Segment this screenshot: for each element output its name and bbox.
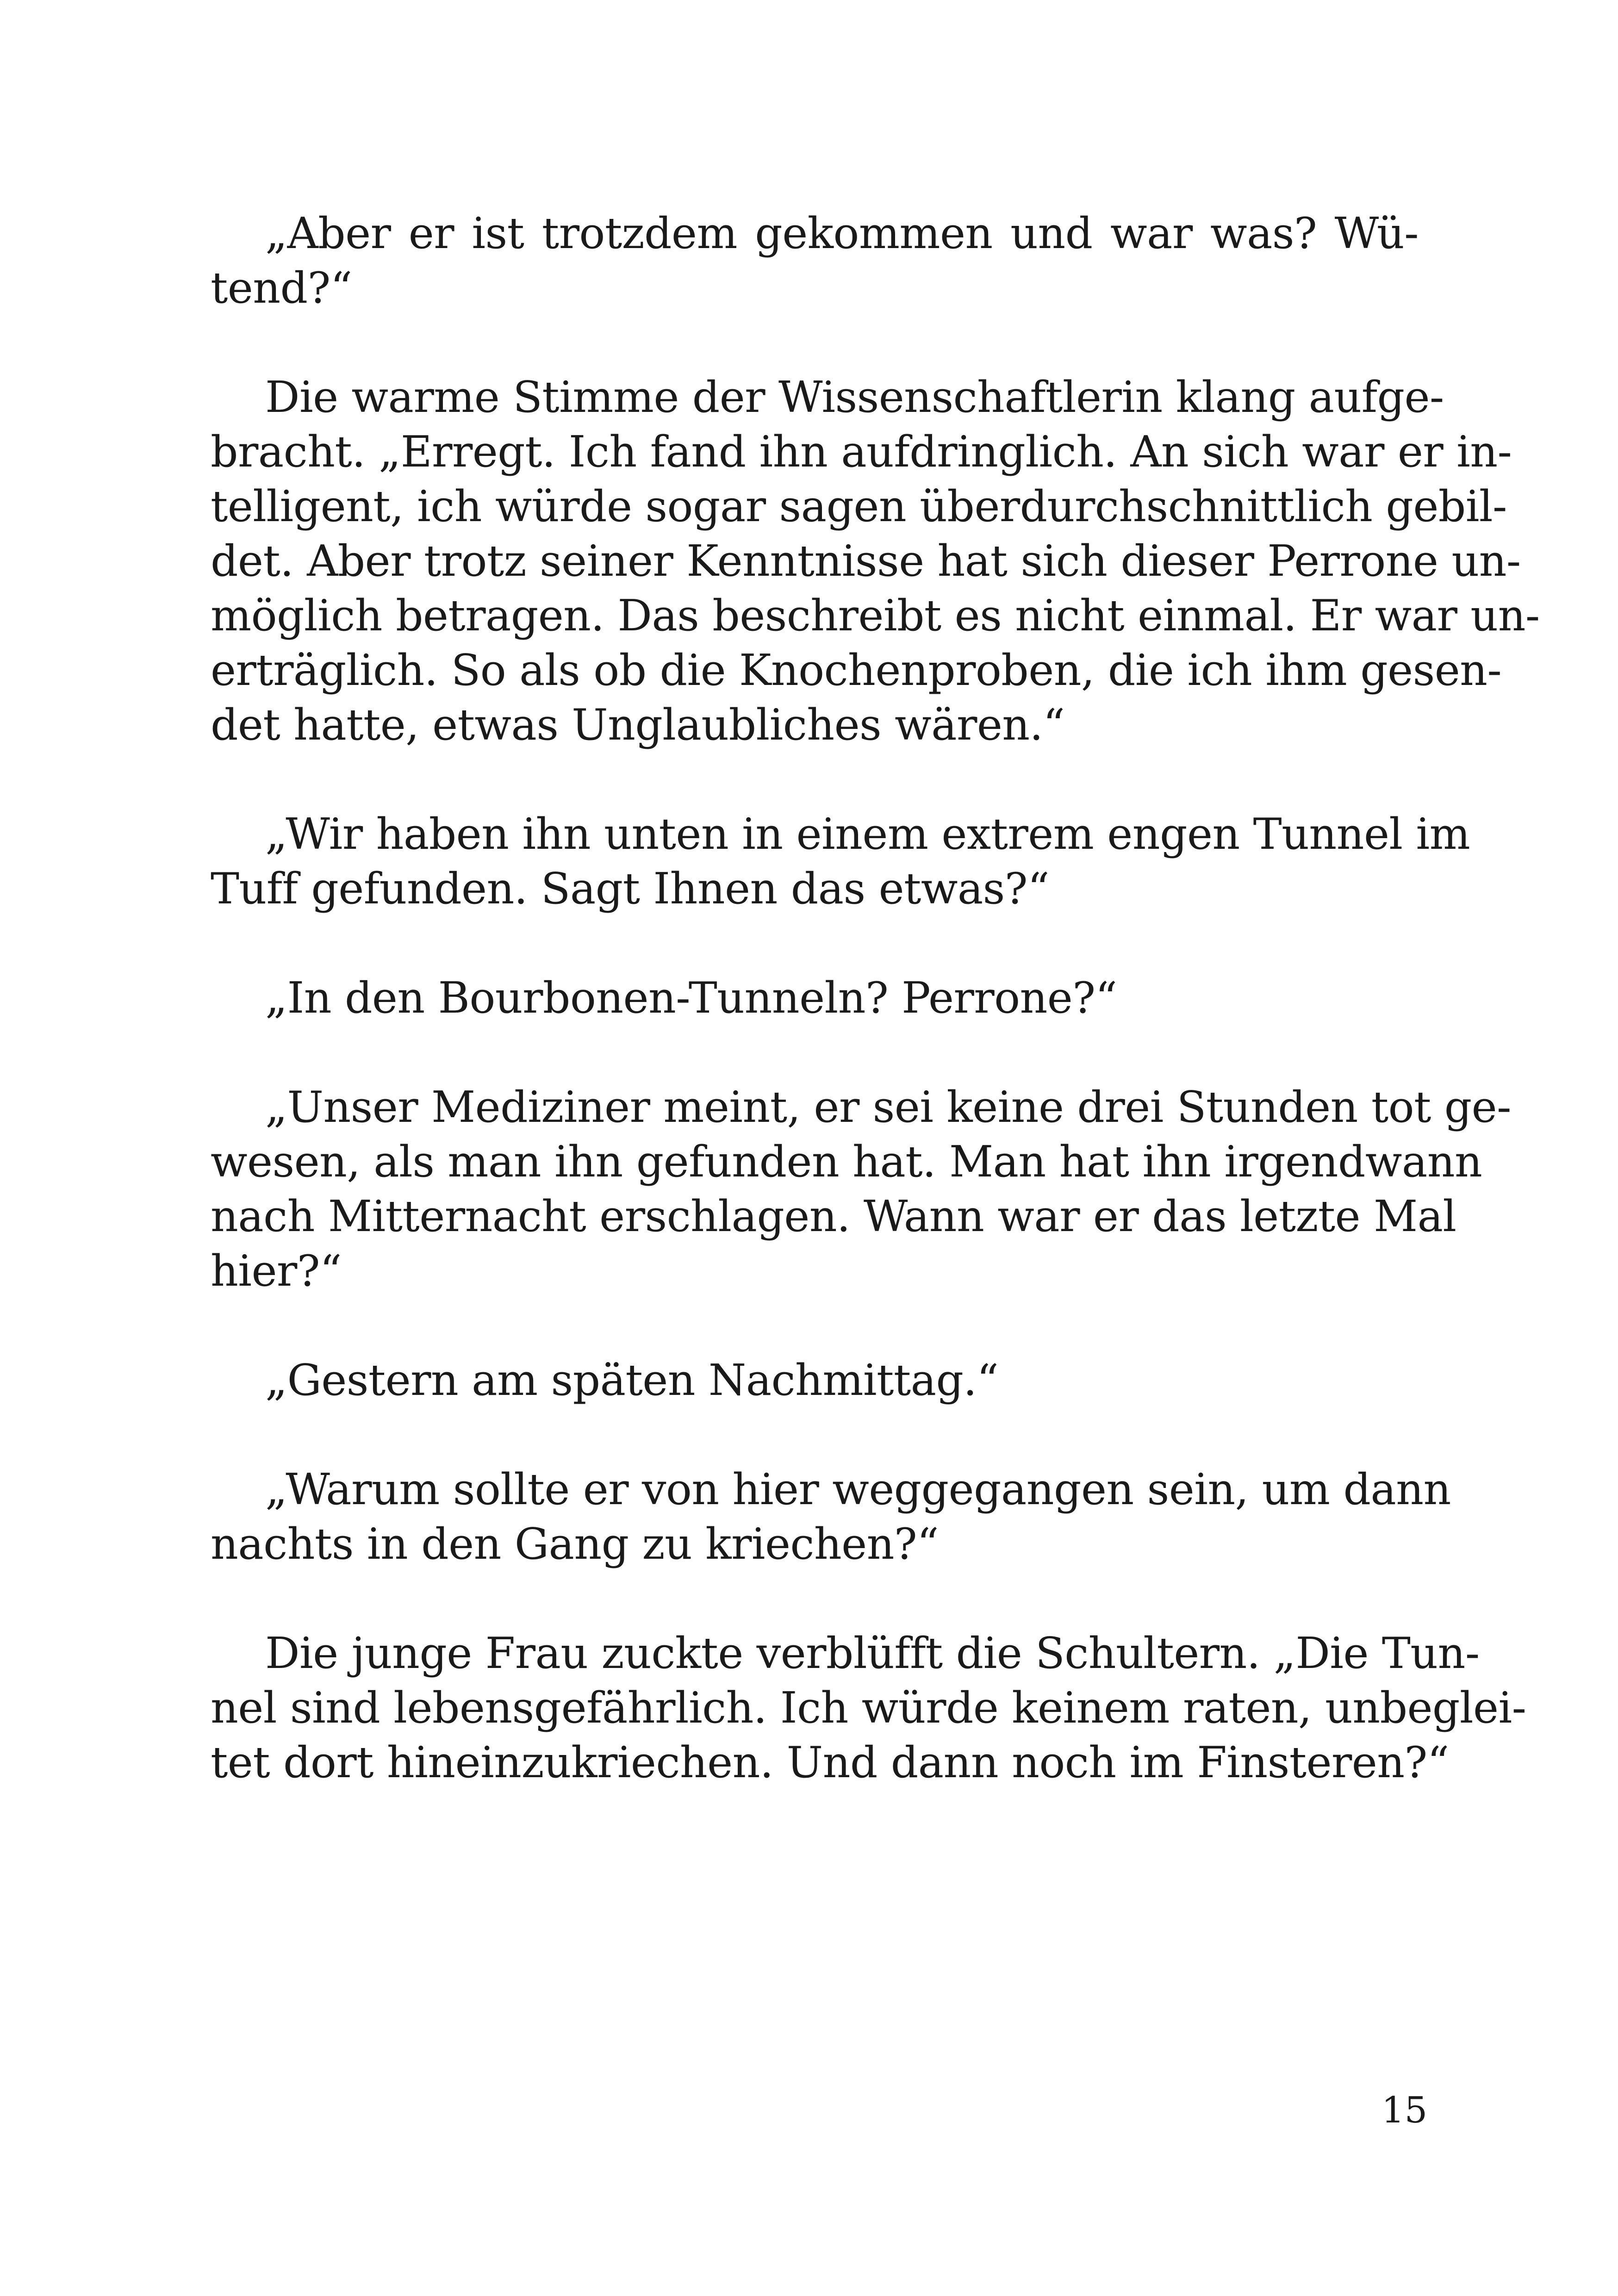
- paragraph: [211, 206, 1419, 315]
- paragraph: [211, 1080, 1511, 1298]
- text-line: „Aber er ist trotzdem gekommen und war was? Wü-: [265, 208, 1419, 258]
- paragraph-spacing: [211, 1025, 1419, 1080]
- text-line: telligent, ich würde sogar sagen überdurchschnittlich gebil-: [211, 481, 1507, 531]
- text-line: „In den Bourbonen-Tunneln? Perrone?“: [265, 973, 1117, 1023]
- text-line: bracht. „Erregt. Ich fand ihn aufdringlich. An sich war er in-: [211, 427, 1512, 477]
- paragraph: [211, 1462, 1451, 1571]
- text-line: wesen, als man ihn gefunden hat. Man hat ihn irgendwann: [211, 1137, 1482, 1187]
- text-line: nach Mitternacht erschlagen. Wann war er das letzte Mal: [211, 1191, 1456, 1241]
- paragraph: [211, 807, 1470, 916]
- text-line: Tuff gefunden. Sagt Ihnen das etwas?“: [211, 864, 1050, 914]
- paragraph-spacing: [211, 315, 1419, 370]
- paragraph: [211, 1353, 1419, 1407]
- text-line: tet dort hineinzukriechen. Und dann noch im Finsteren?“: [211, 1737, 1449, 1787]
- text-line: „Warum sollte er von hier weggegangen sein, um dann: [265, 1464, 1451, 1514]
- text-line: möglich betragen. Das beschreibt es nicht einmal. Er war un-: [211, 591, 1540, 641]
- paragraph-spacing: [211, 1407, 1419, 1462]
- paragraph: [211, 1626, 1526, 1790]
- text-line: Die warme Stimme der Wissenschaftlerin klang aufge-: [265, 372, 1444, 422]
- paragraph-spacing: [211, 752, 1419, 807]
- text-line: det hatte, etwas Unglaubliches wären.“: [211, 700, 1065, 750]
- text-line: det. Aber trotz seiner Kenntnisse hat sich dieser Perrone un-: [211, 536, 1521, 586]
- page-number: 15: [1382, 2090, 1428, 2131]
- paragraph: [211, 370, 1540, 752]
- text-line: „Gestern am späten Nachmittag.“: [265, 1355, 999, 1405]
- paragraph-spacing: [211, 1298, 1419, 1353]
- text-line: tend?“: [211, 263, 352, 313]
- text-line: „Wir haben ihn unten in einem extrem engen Tunnel im: [265, 809, 1470, 859]
- text-line: Die junge Frau zuckte verblüfft die Schultern. „Die Tun-: [265, 1628, 1480, 1678]
- paragraph: [211, 971, 1419, 1025]
- text-line: hier?“: [211, 1246, 342, 1296]
- paragraph-spacing: [211, 916, 1419, 971]
- text-line: nachts in den Gang zu kriechen?“: [211, 1519, 939, 1569]
- text-line: nel sind lebensgefährlich. Ich würde keinem raten, unbeglei-: [211, 1683, 1526, 1733]
- text-line: „Unser Mediziner meint, er sei keine drei Stunden tot ge-: [265, 1082, 1511, 1132]
- text-line: erträglich. So als ob die Knochenproben, die ich ihm gesen-: [211, 645, 1502, 695]
- body-text: [211, 206, 1540, 1790]
- paragraph-spacing: [211, 1571, 1419, 1626]
